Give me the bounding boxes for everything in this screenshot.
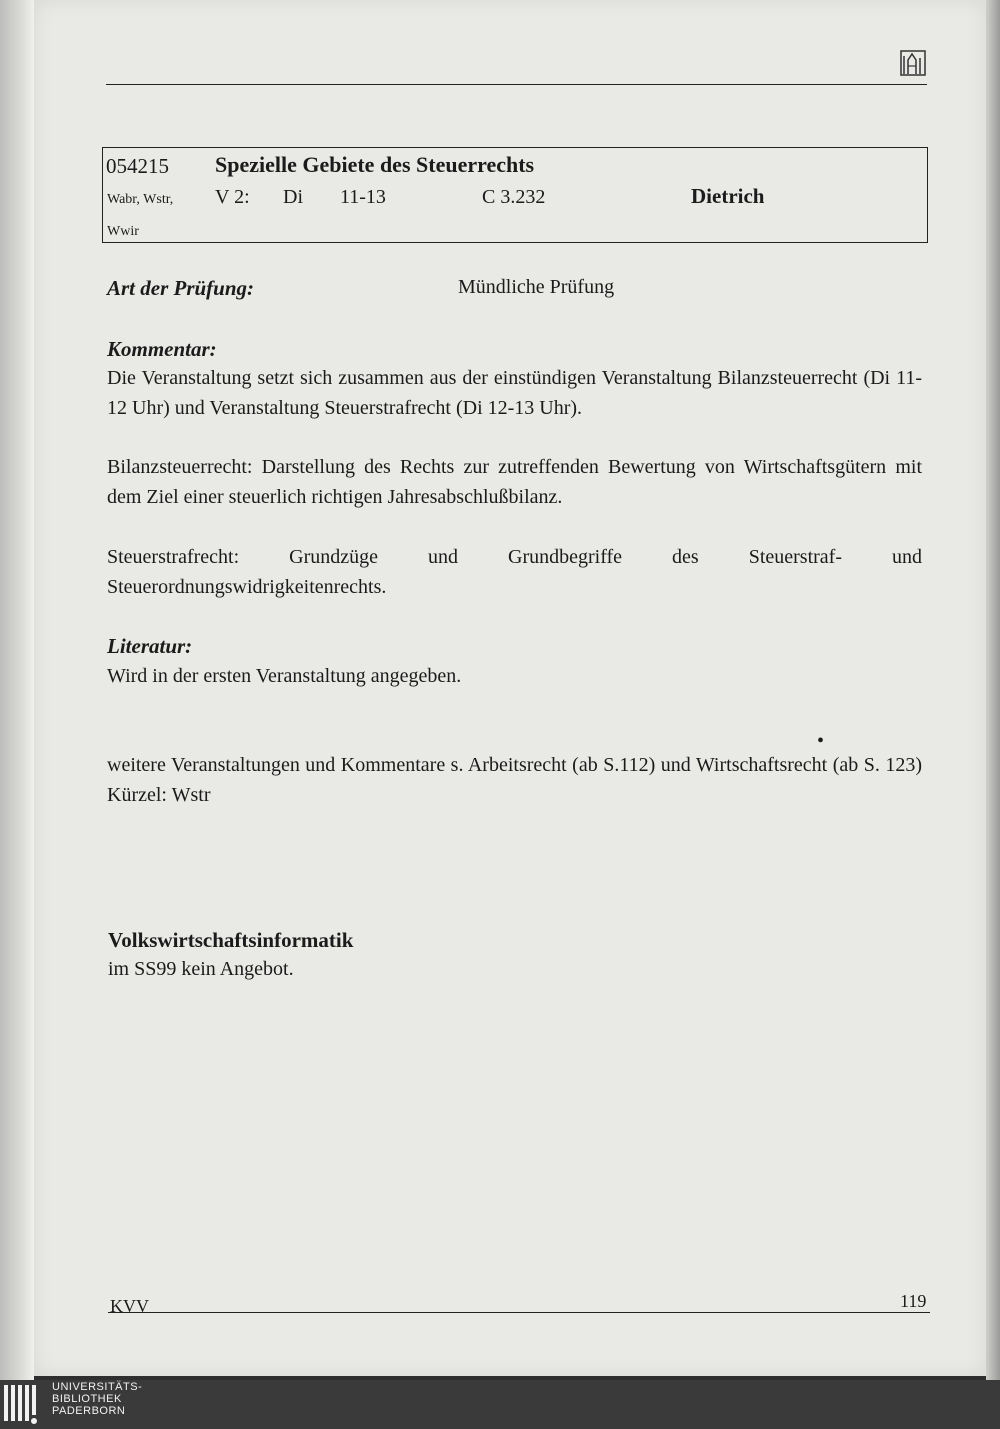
course-codes-continued: Wwir <box>107 224 139 239</box>
footer-rule <box>108 1312 930 1313</box>
comment-heading: Kommentar: <box>107 337 217 361</box>
further-courses-note: weitere Veranstaltungen und Kommentare s. Arbeitsrecht (ab S.112) und Wirtschaftsrecht (ab S. 123) Kürzel: Wstr <box>107 754 922 806</box>
stray-dot: • <box>817 730 825 752</box>
section-heading: Volkswirtschaftsinformatik <box>108 928 354 952</box>
course-room: C 3.232 <box>482 186 546 208</box>
library-name <box>52 1381 142 1417</box>
comment-paragraph-1: Die Veranstaltung setzt sich zusammen aus der einstündigen Veranstaltung Bilanzsteuerrecht (Di 11-12 Uhr) und Veranstaltung Steuerstrafrecht (Di 12-13 Uhr). <box>107 367 922 419</box>
course-day: Di <box>283 186 303 208</box>
library-banner <box>0 1380 1000 1429</box>
section-text: im SS99 kein Angebot. <box>108 958 294 980</box>
literature-heading: Literatur: <box>107 634 193 658</box>
university-logo-icon <box>898 48 928 78</box>
course-title: Spezielle Gebiete des Steuerrechts <box>215 152 535 177</box>
course-number: 054215 <box>106 154 169 178</box>
facing-page-edge <box>0 0 34 1380</box>
library-name-line-3: PADERBORN <box>52 1405 126 1417</box>
library-name-line-2: BIBLIOTHEK <box>52 1393 122 1405</box>
course-type: V 2: <box>215 186 250 208</box>
exam-type: Mündliche Prüfung <box>458 276 615 298</box>
header-rule <box>106 84 927 85</box>
library-logo-icon <box>4 1383 42 1425</box>
page-right-edge <box>986 0 1000 1380</box>
comment-paragraph-2: Bilanzsteuerrecht: Darstellung des Rechts zur zutreffenden Bewertung von Wirtschaftsgütern mit dem Ziel einer steuerlich richtigen Jahresabschlußbilanz. <box>107 456 922 508</box>
footer-label: KVV <box>110 1296 149 1316</box>
comment-paragraph-3: Steuerstrafrecht: Grundzüge und Grundbegriffe des Steuerstraf- und Steuerordnungswidrigkeitenrechts. <box>107 546 922 598</box>
course-codes: Wabr, Wstr, <box>107 192 174 207</box>
course-lecturer: Dietrich <box>691 184 765 208</box>
exam-heading: Art der Prüfung: <box>107 276 255 300</box>
course-time: 11-13 <box>340 186 386 208</box>
page-number: 119 <box>900 1291 927 1311</box>
library-name-line-1: UNIVERSITÄTS- <box>52 1381 143 1393</box>
literature-text: Wird in der ersten Veranstaltung angegeben. <box>107 665 462 687</box>
